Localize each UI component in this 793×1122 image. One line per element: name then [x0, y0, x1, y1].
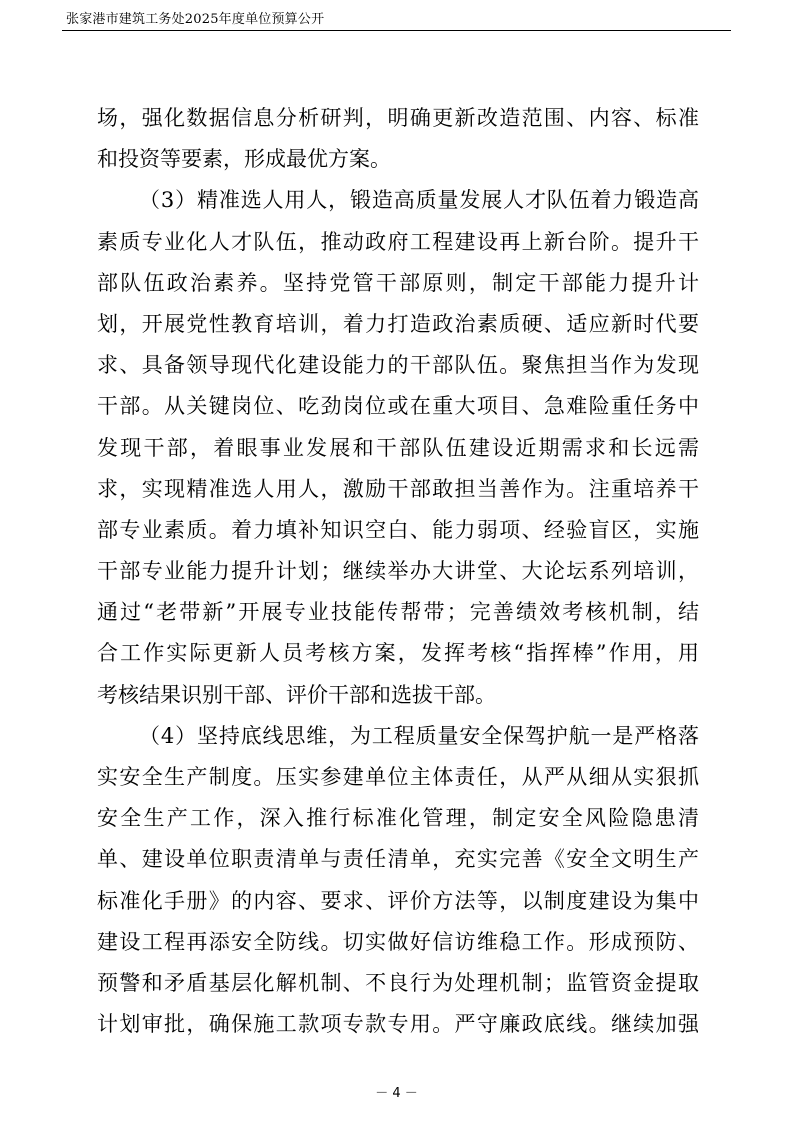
body-text-line: 通过“老带新”开展专业技能传帮带；完善绩效考核机制，结 [97, 600, 699, 625]
body-text-line: 求、具备领导现代化建设能力的干部队伍。聚焦担当作为发现 [97, 353, 699, 378]
header-divider [62, 30, 731, 31]
body-text-line: （3）精准选人用人，锻造高质量发展人才队伍着力锻造高 [139, 188, 699, 213]
body-text-line: 干部。从关键岗位、吃劲岗位或在重大项目、急难险重任务中 [97, 394, 699, 419]
page-number: － 4 － [375, 1086, 418, 1101]
body-text-line: 单、建设单位职责清单与责任清单，充实完善《安全文明生产 [97, 847, 699, 872]
body-text-line: （4）坚持底线思维，为工程质量安全保驾护航一是严格落 [139, 723, 699, 748]
body-text-line: 建设工程再添安全防线。切实做好信访维稳工作。形成预防、 [97, 929, 699, 954]
body-text-line: 场，强化数据信息分析研判，明确更新改造范围、内容、标准 [97, 106, 699, 130]
body-text-line: 实安全生产制度。压实参建单位主体责任，从严从细从实狠抓 [97, 765, 699, 789]
document-body [97, 98, 699, 1045]
body-text-line: 和投资等要素，形成最优方案。 [97, 147, 391, 172]
body-text-line: 发现干部，着眼事业发展和干部队伍建设近期需求和长远需 [97, 435, 699, 460]
body-text-line: 划，开展党性教育培训，着力打造政治素质硬、适应新时代要 [97, 311, 699, 336]
body-text-line: 干部专业能力提升计划；继续举办大讲堂、大论坛系列培训， [97, 559, 699, 584]
page-header: 张家港市建筑工务处2025年度单位预算公开 [66, 12, 325, 27]
body-text-line: 合工作实际更新人员考核方案，发挥考核“指挥棒”作用，用 [97, 641, 699, 666]
body-text-line: 考核结果识别干部、评价干部和选拔干部。 [97, 682, 496, 707]
body-text-line: 标准化手册》的内容、要求、评价方法等，以制度建设为集中 [97, 888, 699, 913]
body-text-line: 部队伍政治素养。坚持党管干部原则，制定干部能力提升计 [97, 270, 699, 295]
body-text-line: 安全生产工作，深入推行标准化管理，制定安全风险隐患清 [97, 806, 699, 831]
body-text-line: 求，实现精准选人用人，激励干部敢担当善作为。注重培养干 [97, 476, 699, 501]
body-text-line: 预警和矛盾基层化解机制、不良行为处理机制；监管资金提取 [97, 970, 699, 995]
body-text-line: 计划审批，确保施工款项专款专用。严守廉政底线。继续加强 [97, 1012, 699, 1037]
body-text-line: 素质专业化人才队伍，推动政府工程建设再上新台阶。提升干 [97, 229, 699, 254]
body-text-line: 部专业素质。着力填补知识空白、能力弱项、经验盲区，实施 [97, 517, 699, 542]
